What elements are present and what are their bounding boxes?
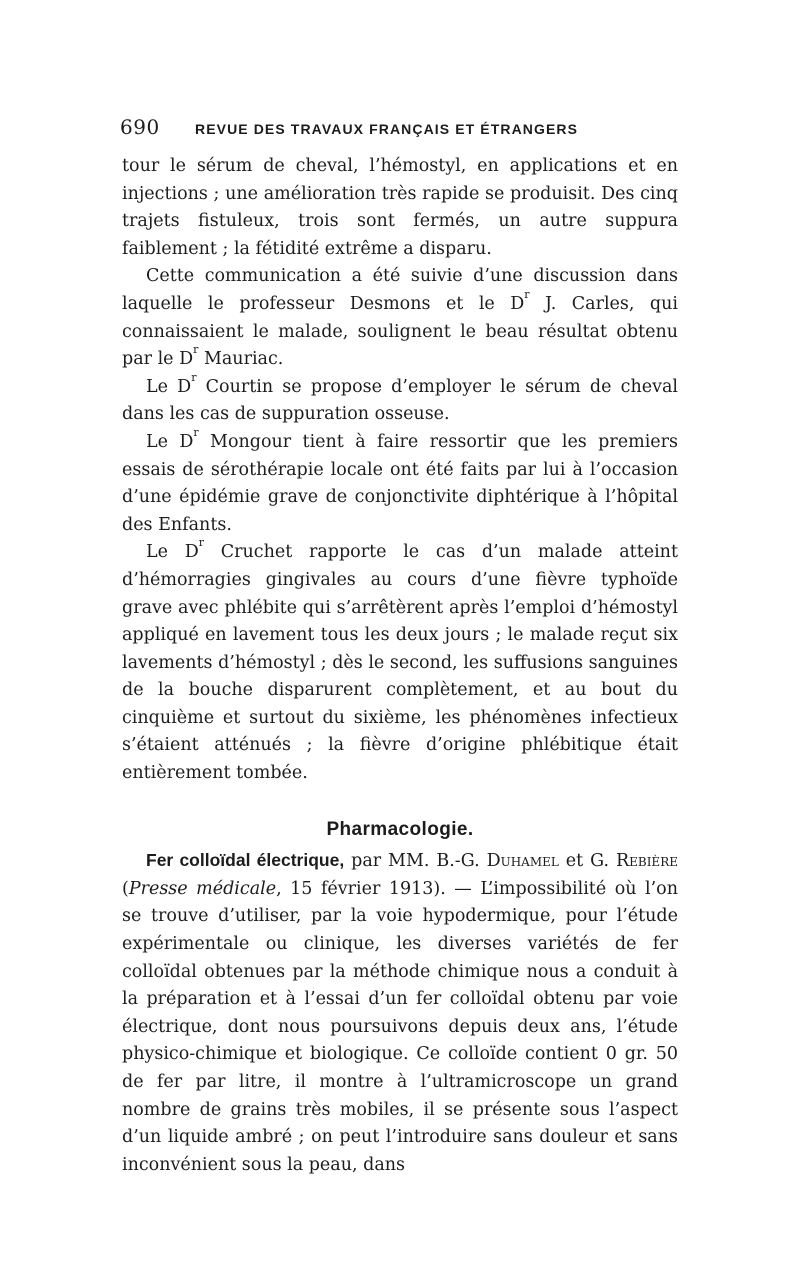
author-name: Duhamel [486,851,559,872]
paragraph [122,425,678,539]
text-run: J. Carles, qui connaissaient le malade, soulignent le beau résultat obtenu par le D [122,293,678,370]
text-run: Courtin se propose d’employer le sérum de cheval dans les cas de suppuration osseuse. [122,376,678,425]
superscript: r [524,287,530,301]
article-title: Fer colloïdal électrique, [146,850,345,871]
page-header [120,115,680,139]
text-run: Mongour tient à faire ressortir que les premiers essais de sérothérapie locale ont été faits par lui à l’occasion d’une épidémie grave de conjonctivite diphtérique à l’hôpital des Enfants. [122,431,678,535]
text-run: Le D [146,376,192,397]
superscript: r [193,343,199,357]
paragraph [122,263,678,373]
text-run: ( [122,878,129,899]
paragraph [122,370,678,429]
text-run: , 15 février 1913). [276,878,446,899]
running-title: REVUE DES TRAVAUX FRANÇAIS ET ÉTRANGERS [195,121,579,137]
author-name: Rebière [615,851,678,872]
text-run: Le D [146,431,194,452]
text-run: par MM. B.-G. [344,851,487,872]
text-run: et G. [558,851,616,872]
superscript: r [191,370,197,384]
text-run: Cette communication a été suivie d’une discussion dans laquelle le professeur Desmons et le D [122,266,678,314]
superscript: r [193,425,199,439]
paragraph [122,536,678,787]
page-number: 690 [120,115,160,139]
body-text [122,153,678,1179]
text-run: Le D [146,542,199,563]
text-run: Mauriac. [198,349,284,370]
text-run: — L’impossibilité où l’on se trouve d’utiliser, par la voie hypodermique, pour l’étude expérimentale ou clinique, les diverses variétés de fer colloïdal obtenues par la méthode chimique nous a conduit à la préparation et à l’essai d’un fer colloïdal obtenu par voie électrique, dont nous poursuivons depuis deux ans, l’étude physico-chimique et biologique. Ce colloïde contient 0 gr. 50 de fer par litre, il montre à l’ultramicroscope un grand nombre de grains très mobiles, il se présente sous l’aspect d’un liquide ambré ; on peut l’introduire sans douleur et sans inconvénient sous la peau, dans [122,878,678,1175]
paragraph: tour le sérum de cheval, l’hémostyl, en applications et en injections ; une amélioration très rapide se produisit. Des cinq trajets fistuleux, trois sont fermés, un autre suppura faiblement ; la fétidité extrême a disparu. [122,156,678,259]
section-title: Pharmacologie. [326,818,474,840]
text-run: Cruchet rapporte le cas d’un malade atteint d’hémorragies gingivales au cours d’une fièvre typhoïde grave avec phlébite qui s’arrêtèrent après l’emploi d’hémostyl appliqué en lavement tous les deux jours ; le malade reçut six lavements d’hémostyl ; dès le second, les suffusions sanguines de la bouche disparurent complètement, et au bout du cinquième et surtout du sixième, les phénomènes infectieux s’étaient atténués ; la fièvre d’origine phlébitique était entièrement tombée. [122,542,678,784]
superscript: r [198,536,205,550]
journal-name: Presse médicale [128,878,277,899]
paragraph [122,847,678,1179]
